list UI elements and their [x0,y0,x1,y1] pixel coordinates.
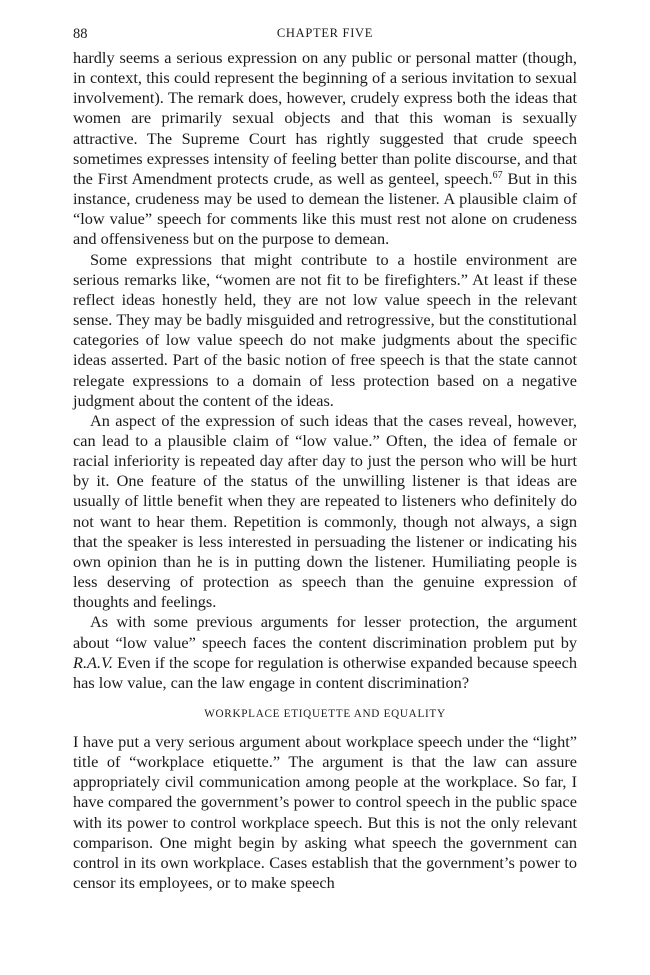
paragraph-1-text-b: But in this instance, crudeness may be used to demean the listener. A plausible claim of “low value” speech for comments like this must rest not alone on crudeness and offensiveness but on the purpose to demean. [73,168,577,249]
paragraph-4 [73,612,577,693]
paragraph-4-text-b: Even if the scope for regulation is otherwise expanded because speech has low value, can the law engage in content discrimination? [73,652,577,692]
running-head [73,26,577,48]
section-heading: WORKPLACE ETIQUETTE AND EQUALITY [204,708,446,720]
paragraph-3: An aspect of the expression of such ideas that the cases reveal, however, can lead to a plausible claim of “low value.” Often, the idea of female or racial inferiority is repeated day after day to just the person who will be hurt by it. One feature of the status of the unwilling listener is that ideas are usually of little benefit when they are repeated to listeners who definitely do not want to hear them. Repetition is commonly, though not always, a sign that the speaker is less interested in persuading the listener or indicating his own opinion than he is in putting down the listener. Humiliating people is less deserving of protection as speech than the genuine expression of thoughts and feelings. [73,410,577,612]
paragraph-4-text-a: As with some previous arguments for lesser protection, the argument about “low value” speech faces the content discrimination problem put by [73,612,577,652]
paragraph-1-text-a: hardly seems a serious expression on any public or personal matter (though, in context, this could represent the beginning of a serious invitation to sexual involvement). The remark does, however, crudely express both the ideas that women are primarily sexual objects and that this woman is sexually attractive. The Supreme Court has rightly suggested that crude speech sometimes expresses intensity of feeling better than polite discourse, and that the First Amendment protects crude, as well as genteel, speech. [73,48,577,188]
footnote-marker: 67 [492,169,503,181]
book-page [73,26,577,893]
case-name: R.A.V. [73,652,113,672]
page-number: 88 [73,26,88,42]
paragraph-5: I have put a very serious argument about workplace speech under the “light” title of “workplace etiquette.” The argument is that the law can assure appropriately civil communication among people at the workplace. So far, I have compared the government’s power to control speech in the public space with its power to control workplace speech. But this is not the only relevant comparison. One might begin by asking what speech the government can control in its own workplace. Cases establish that the government’s power to censor its employees, or to make speech [73,732,577,893]
paragraph-2: Some expressions that might contribute to a hostile environment are serious remarks like, “women are not fit to be firefighters.” At least if these reflect ideas honestly held, they are not low value speech in the relevant sense. They may be badly misguided and retrogressive, but the constitutional categories of low value speech do not make judgments about the specific ideas asserted. Part of the basic notion of free speech is that the state cannot relegate expressions to a domain of less protection based on a negative judgment about the content of the ideas. [73,249,577,410]
chapter-title: CHAPTER FIVE [276,26,374,40]
paragraph-1 [73,48,577,250]
